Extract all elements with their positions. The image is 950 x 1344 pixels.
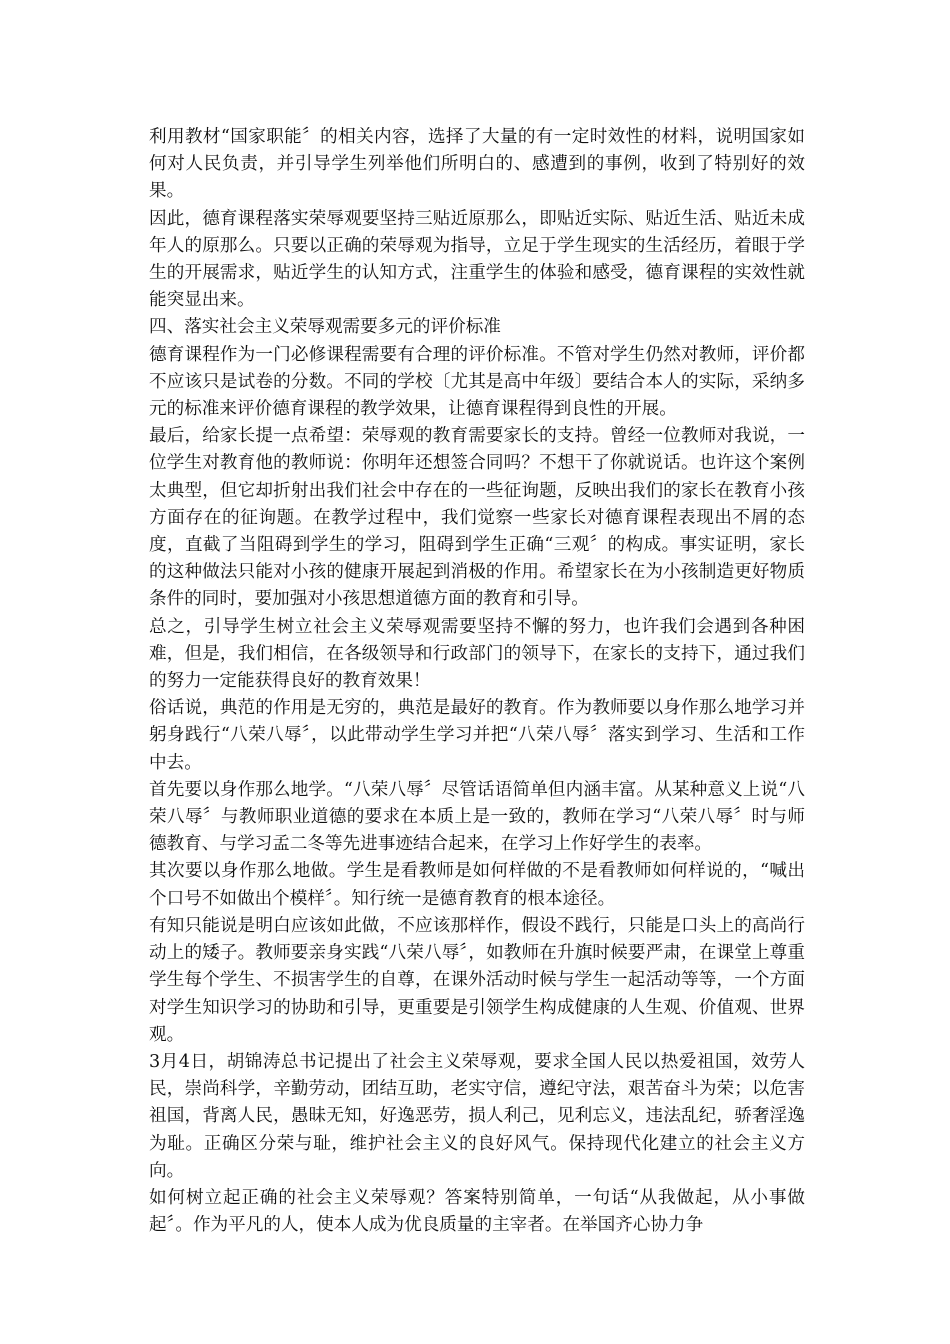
paragraph: 利用教材“国家职能〞的相关内容，选择了大量的有一定时效性的材料，说明国家如何对人民负责，并引导学生列举他们所明白的、感遭到的事例，收到了特别好的效果。 [149,127,805,202]
paragraph: 最后，给家长提一点希望：荣辱观的教育需要家长的支持。曾经一位教师对我说，一位学生对教育他的教师说：你明年还想签合同吗？不想干了你就说话。也许这个案例太典型，但它却折射出我们社会中存在的一些征询题，反映出我们的家长在教育小孩方面存在的征询题。在教学过程中，我们觉察一些家长对德育课程表现出不屑的态度，直截了当阻碍到学生的学习，阻碍到学生正确“三观〞的构成。事实证明，家长的这种做法只能对小孩的健康开展起到消极的作用。希望家长在为小孩制造更好物质条件的同时，要加强对小孩思想道德方面的教育和引导。 [149,426,805,610]
paragraph: 俗话说，典范的作用是无穷的，典范是最好的教育。作为教师要以身作那么地学习并躬身践行“八荣八辱〞，以此带动学生学习并把“八荣八辱〞落实到学习、生活和工作中去。 [149,698,805,773]
paragraph: 总之，引导学生树立社会主义荣辱观需要坚持不懈的努力，也许我们会遇到各种困难，但是，我们相信，在各级领导和行政部门的领导下，在家长的支持下，通过我们的努力一定能获得良好的教育效果！ [149,616,805,692]
paragraph: 3月4日，胡锦涛总书记提出了社会主义荣辱观，要求全国人民以热爱祖国，效劳人民，崇尚科学，辛勤劳动，团结互助，老实守信，遵纪守法，艰苦奋斗为荣；以危害祖国，背离人民，愚昧无知，好逸恶劳，损人利己，见利忘义，违法乱纪，骄奢淫逸为耻。正确区分荣与耻，维护社会主义的良好风气。保持现代化建立的社会主义方向。 [149,1051,805,1181]
section-heading: 四、落实社会主义荣辱观需要多元的评价标准 [149,317,501,338]
paragraph: 如何树立起正确的社会主义荣辱观？答案特别简单，一句话“从我做起，从小事做起〞。作为平凡的人，使本人成为优良质量的主宰者。在举国齐心协力争 [149,1187,805,1236]
paragraph: 其次要以身作那么地做。学生是看教师是如何样做的不是看教师如何样说的，“喊出个口号不如做出个模样〞。知行统一是德育教育的根本途径。 [149,861,805,909]
paragraph: 首先要以身作那么地学。“八荣八辱〞尽管话语简单但内涵丰富。从某种意义上说“八荣八辱〞与教师职业道德的要求在本质上是一致的，教师在学习“八荣八辱〞时与师德教育、与学习孟二冬等先进事迹结合起来，在学习上作好学生的表率。 [149,779,805,855]
paragraph: 因此，德育课程落实荣辱观要坚持三贴近原那么，即贴近实际、贴近生活、贴近未成年人的原那么。只要以正确的荣辱观为指导，立足于学生现实的生活经历，着眼于学生的开展需求，贴近学生的认知方式，注重学生的体验和感受，德育课程的实效性就能突显出来。 [149,208,805,311]
paragraph: 德育课程作为一门必修课程需要有合理的评价标准。不管对学生仍然对教师，评价都不应该只是试卷的分数。不同的学校〔尤其是高中年级〕要结合本人的实际，采纳多元的标准来评价德育课程的教学效果，让德育课程得到良性的开展。 [149,344,805,420]
document-body [149,124,805,1239]
paragraph: 有知只能说是明白应该如此做，不应该那样作，假设不践行，只能是口头上的高尚行动上的矮子。教师要亲身实践“八荣八辱〞，如教师在升旗时候要严肃，在课堂上尊重学生每个学生、不损害学生的自尊，在课外活动时候与学生一起活动等等，一个方面对学生知识学习的协助和引导，更重要是引领学生构成健康的人生观、价值观、世界观。 [149,915,805,1045]
